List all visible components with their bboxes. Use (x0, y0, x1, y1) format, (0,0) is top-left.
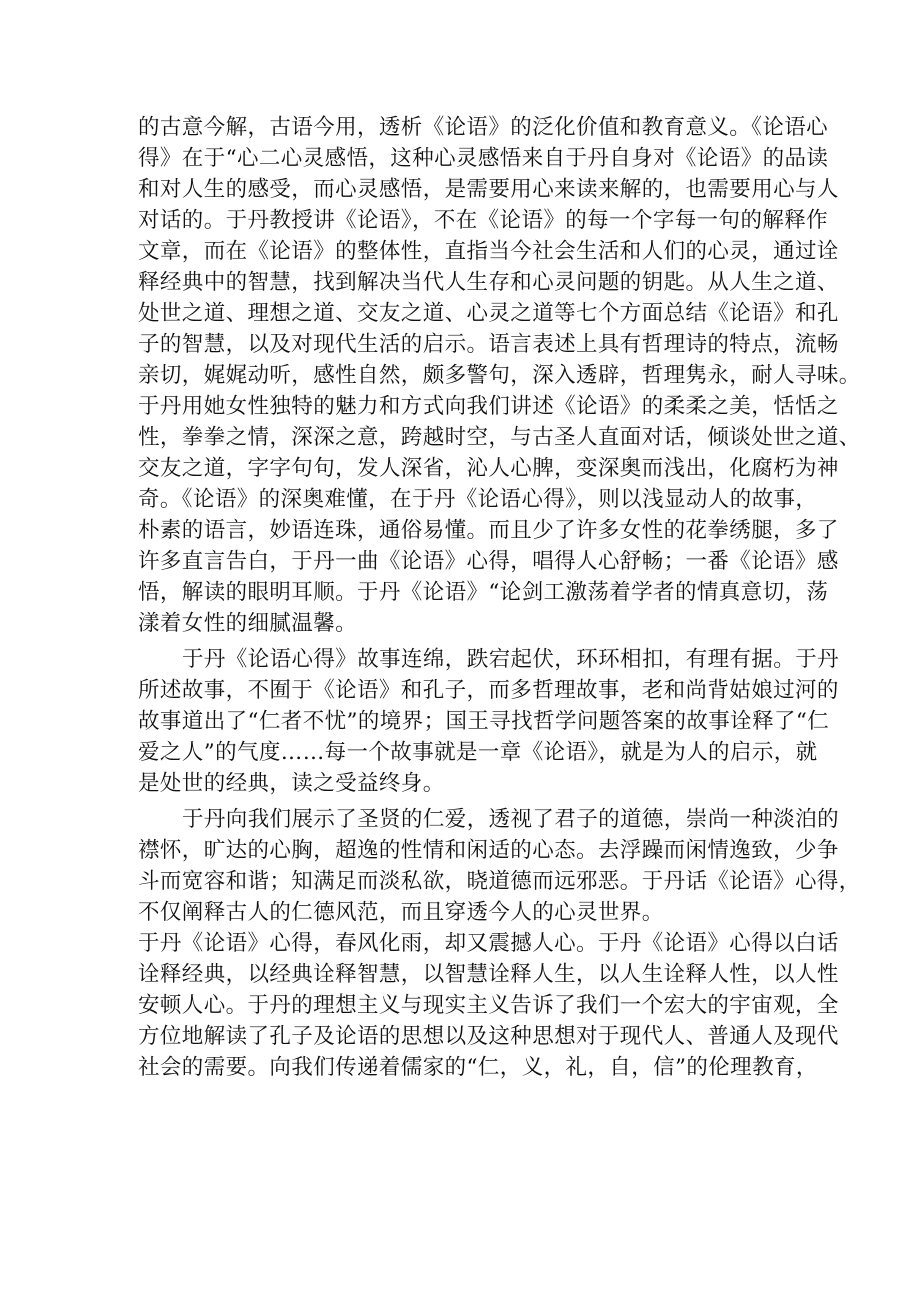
text-line: 爱之人”的气度……每一个故事就是一章《论语》，就是为人的启示，就 (138, 740, 818, 765)
text-line: 方位地解读了孔子及论语的思想以及这种思想对于现代人、普通人及现代 (138, 1024, 839, 1049)
text-line: 于丹《论语心得》故事连绵，跌宕起伏，环环相扣，有理有据。于丹 (182, 647, 840, 672)
text-line: 故事道出了“仁者不忧”的境界；国王寻找哲学问题答案的故事诠释了“仁 (138, 709, 830, 734)
text-line: 朴素的语言，妙语连珠，通俗易懂。而且少了许多女性的花拳绣腿，多了 (138, 518, 839, 543)
paragraph-2 (138, 644, 840, 799)
text-line: 安顿人心。于丹的理想主义与现实主义告诉了我们一个宏大的宇宙观，全 (138, 993, 839, 1018)
text-line: 奇。《论语》的深奥难懂，在于丹《论语心得》，则以浅显动人的故事， (138, 487, 818, 512)
paragraph-3 (138, 804, 861, 928)
text-line: 斗而宽容和谐；知满足而淡私欲，晓道德而远邪恶。于丹话《论语》心得， (138, 869, 861, 894)
text-line: 交友之道，字字句句，发人深省，沁人心脾，变深奥而浅出，化腐朽为神 (138, 456, 839, 481)
paragraph-1 (138, 112, 861, 639)
text-line: 诠释经典，以经典诠释智慧，以智慧诠释人生，以人生诠释人性，以人性 (138, 962, 839, 987)
text-line: 得》在于“心二心灵感悟，这种心灵感悟来自于丹自身对《论语》的品读 (138, 146, 829, 171)
text-line: 性，拳拳之情，深深之意，跨越时空，与古圣人直面对话，倾谈处世之道、 (138, 425, 861, 450)
text-line: 处世之道、理想之道、交友之道、心灵之道等七个方面总结《论语》和孔 (138, 301, 839, 326)
text-line: 文章，而在《论语》的整体性，直指当今社会生活和人们的心灵，通过诠 (138, 239, 839, 264)
text-line: 不仅阐释古人的仁德风范，而且穿透今人的心灵世界。 (138, 900, 664, 925)
text-line: 于丹《论语》心得，春风化雨，却又震撼人心。于丹《论语》心得以白话 (138, 931, 839, 956)
text-line: 社会的需要。向我们传递着儒家的“仁，义，礼，自，信”的伦理教育， (138, 1055, 818, 1080)
text-line: 所述故事，不囿于《论语》和孔子，而多哲理故事，老和尚背姑娘过河的 (138, 678, 839, 703)
text-line: 悟，解读的眼明耳顺。于丹《论语》“论剑工激荡着学者的情真意切，荡 (138, 580, 829, 605)
text-line: 的古意今解，古语今用，透析《论语》的泛化价值和教育意义。《论语心 (138, 115, 829, 140)
text-line: 子的智慧，以及对现代生活的启示。语言表述上具有哲理诗的特点，流畅 (138, 332, 839, 357)
body-text (138, 112, 861, 1083)
text-line: 对话的。于丹教授讲《论语》，不在《论语》的每一个字每一句的解释作 (138, 208, 829, 233)
text-line: 是处世的经典，读之受益终身。 (138, 771, 445, 796)
text-line: 于丹向我们展示了圣贤的仁爱，透视了君子的道德，崇尚一种淡泊的 (182, 807, 840, 832)
text-line: 漾着女性的细腻温馨。 (138, 611, 358, 636)
text-line: 于丹用她女性独特的魅力和方式向我们讲述《论语》的柔柔之美，恬恬之 (138, 394, 839, 419)
text-line: 亲切，娓娓动听，感性自然，颇多警句，深入透辟，哲理隽永，耐人寻味。 (138, 363, 861, 388)
text-line: 和对人生的感受，而心灵感悟，是需要用心来读来解的，也需要用心与人 (138, 177, 839, 202)
text-line: 许多直言告白，于丹一曲《论语》心得，唱得人心舒畅；一番《论语》感 (138, 549, 839, 574)
text-line: 释经典中的智慧，找到解决当代人生存和心灵问题的钥匙。从人生之道、 (138, 270, 839, 295)
text-line: 襟怀，旷达的心胸，超逸的性情和闲适的心态。去浮躁而闲情逸致，少争 (138, 838, 839, 863)
paragraph-4 (138, 928, 839, 1083)
